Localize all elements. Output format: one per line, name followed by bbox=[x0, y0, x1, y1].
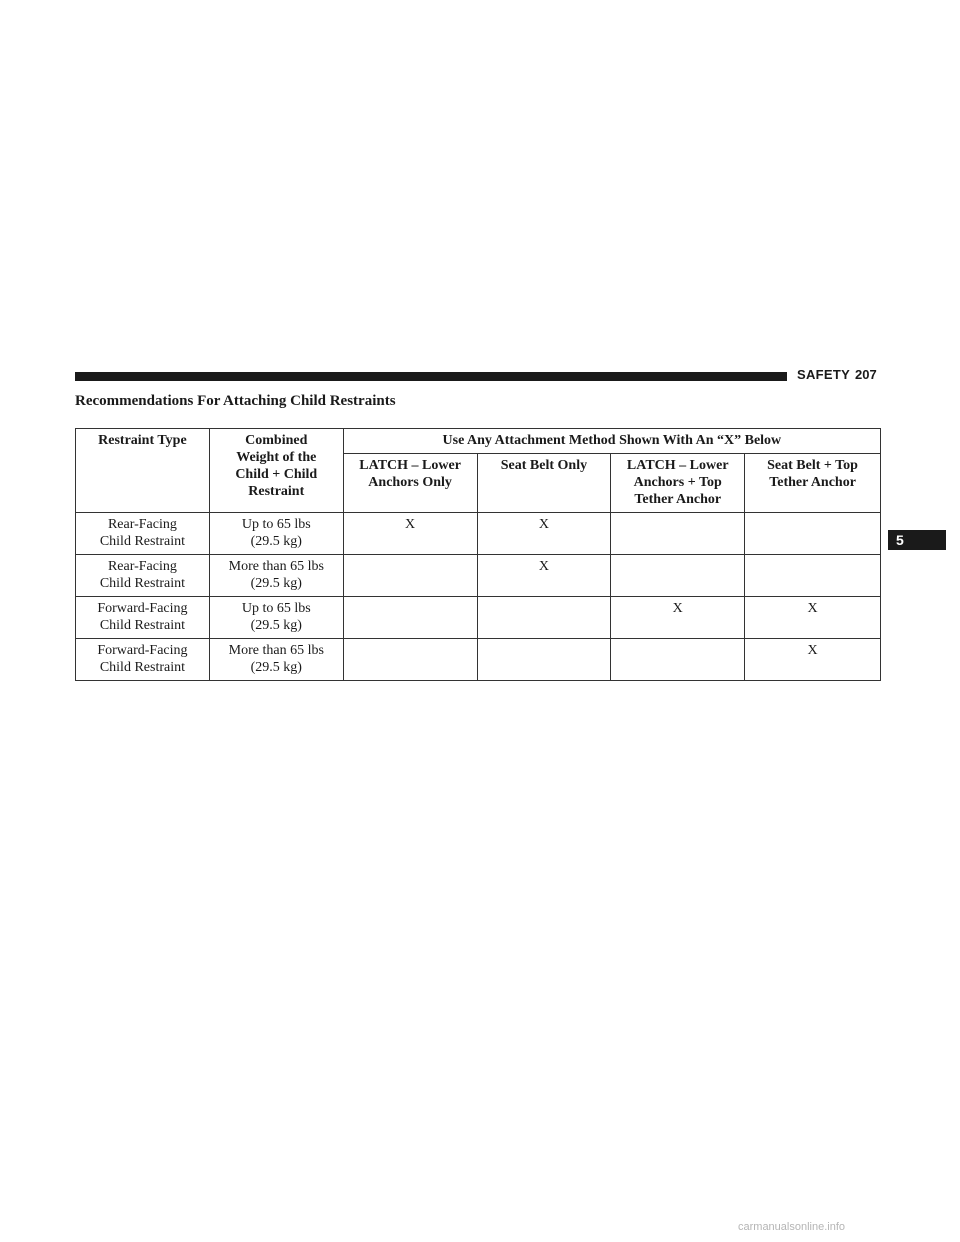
cell-attachment-mark bbox=[477, 639, 611, 681]
cell-attachment-mark: X bbox=[745, 639, 881, 681]
running-header-section: SAFETY bbox=[797, 367, 851, 382]
header-restraint-type bbox=[76, 429, 210, 513]
cell-attachment-mark: X bbox=[611, 597, 745, 639]
cell-text-line: (29.5 kg) bbox=[250, 534, 302, 549]
header-seat-belt-top-tether bbox=[745, 454, 881, 513]
cell-text-line: LATCH – Lower bbox=[626, 458, 729, 473]
cell-text-line: Child Restraint bbox=[99, 660, 185, 675]
header-latch-top-tether bbox=[611, 454, 745, 513]
cell-text-line: Tether Anchor bbox=[769, 475, 856, 490]
cell-attachment-mark bbox=[477, 597, 611, 639]
cell-attachment-mark bbox=[611, 513, 745, 555]
cell-text-line: Restraint bbox=[248, 484, 305, 499]
cell-attachment-mark bbox=[745, 513, 881, 555]
cell-text-line: Tether Anchor bbox=[634, 492, 722, 507]
cell-text-line: Restraint Type bbox=[98, 433, 187, 448]
cell-text-line: LATCH – Lower bbox=[359, 458, 461, 473]
header-rule bbox=[75, 372, 787, 381]
cell-text-line: Rear-Facing bbox=[107, 559, 177, 574]
child-restraint-attachment-table bbox=[75, 428, 881, 681]
cell-text-line: Forward-Facing bbox=[97, 643, 188, 658]
cell-text-line: Up to 65 lbs bbox=[241, 601, 311, 616]
cell-attachment-mark: X bbox=[745, 597, 881, 639]
cell-text-line: Combined bbox=[245, 433, 308, 448]
cell-restraint-type bbox=[76, 513, 210, 555]
cell-text-line: Seat Belt Only bbox=[500, 458, 588, 473]
cell-attachment-mark bbox=[343, 555, 477, 597]
cell-text-line: Child + Child bbox=[235, 467, 318, 482]
table-row bbox=[76, 555, 881, 597]
header-latch-lower-anchors bbox=[343, 454, 477, 513]
cell-text-line: Seat Belt + Top bbox=[767, 458, 858, 473]
table-row bbox=[76, 597, 881, 639]
cell-text-line: (29.5 kg) bbox=[250, 618, 302, 633]
cell-combined-weight bbox=[209, 555, 343, 597]
cell-attachment-mark bbox=[343, 597, 477, 639]
table-header-row bbox=[76, 429, 881, 454]
cell-text-line: Rear-Facing bbox=[107, 517, 177, 532]
cell-restraint-type bbox=[76, 639, 210, 681]
cell-text-line: More than 65 lbs bbox=[228, 559, 324, 574]
cell-combined-weight bbox=[209, 597, 343, 639]
table-row bbox=[76, 513, 881, 555]
chapter-tab: 5 bbox=[888, 530, 946, 550]
cell-text-line: Up to 65 lbs bbox=[241, 517, 311, 532]
cell-text-line: Anchors Only bbox=[368, 475, 452, 490]
cell-text-line: Anchors + Top bbox=[633, 475, 722, 490]
cell-restraint-type bbox=[76, 597, 210, 639]
cell-text-line: Weight of the bbox=[236, 450, 317, 465]
page-number: 207 bbox=[855, 367, 877, 382]
cell-combined-weight bbox=[209, 639, 343, 681]
header-seat-belt-only bbox=[477, 454, 611, 513]
header-combined-weight bbox=[209, 429, 343, 513]
header-attachment-group: Use Any Attachment Method Shown With An “X” Below bbox=[343, 429, 880, 454]
section-title: Recommendations For Attaching Child Restraints bbox=[75, 393, 396, 409]
cell-text-line: (29.5 kg) bbox=[250, 660, 302, 675]
cell-combined-weight bbox=[209, 513, 343, 555]
cell-text-line: More than 65 lbs bbox=[228, 643, 324, 658]
cell-text-line: (29.5 kg) bbox=[250, 576, 302, 591]
table-row bbox=[76, 639, 881, 681]
cell-text-line: Child Restraint bbox=[99, 618, 185, 633]
cell-attachment-mark bbox=[611, 639, 745, 681]
cell-attachment-mark bbox=[745, 555, 881, 597]
cell-attachment-mark bbox=[343, 639, 477, 681]
cell-attachment-mark: X bbox=[477, 555, 611, 597]
cell-attachment-mark: X bbox=[477, 513, 611, 555]
cell-text-line: Forward-Facing bbox=[97, 601, 188, 616]
cell-attachment-mark: X bbox=[343, 513, 477, 555]
cell-text-line: Child Restraint bbox=[99, 576, 185, 591]
cell-text-line: Child Restraint bbox=[99, 534, 185, 549]
watermark: carmanualsonline.info bbox=[738, 1221, 846, 1233]
cell-restraint-type bbox=[76, 555, 210, 597]
cell-attachment-mark bbox=[611, 555, 745, 597]
